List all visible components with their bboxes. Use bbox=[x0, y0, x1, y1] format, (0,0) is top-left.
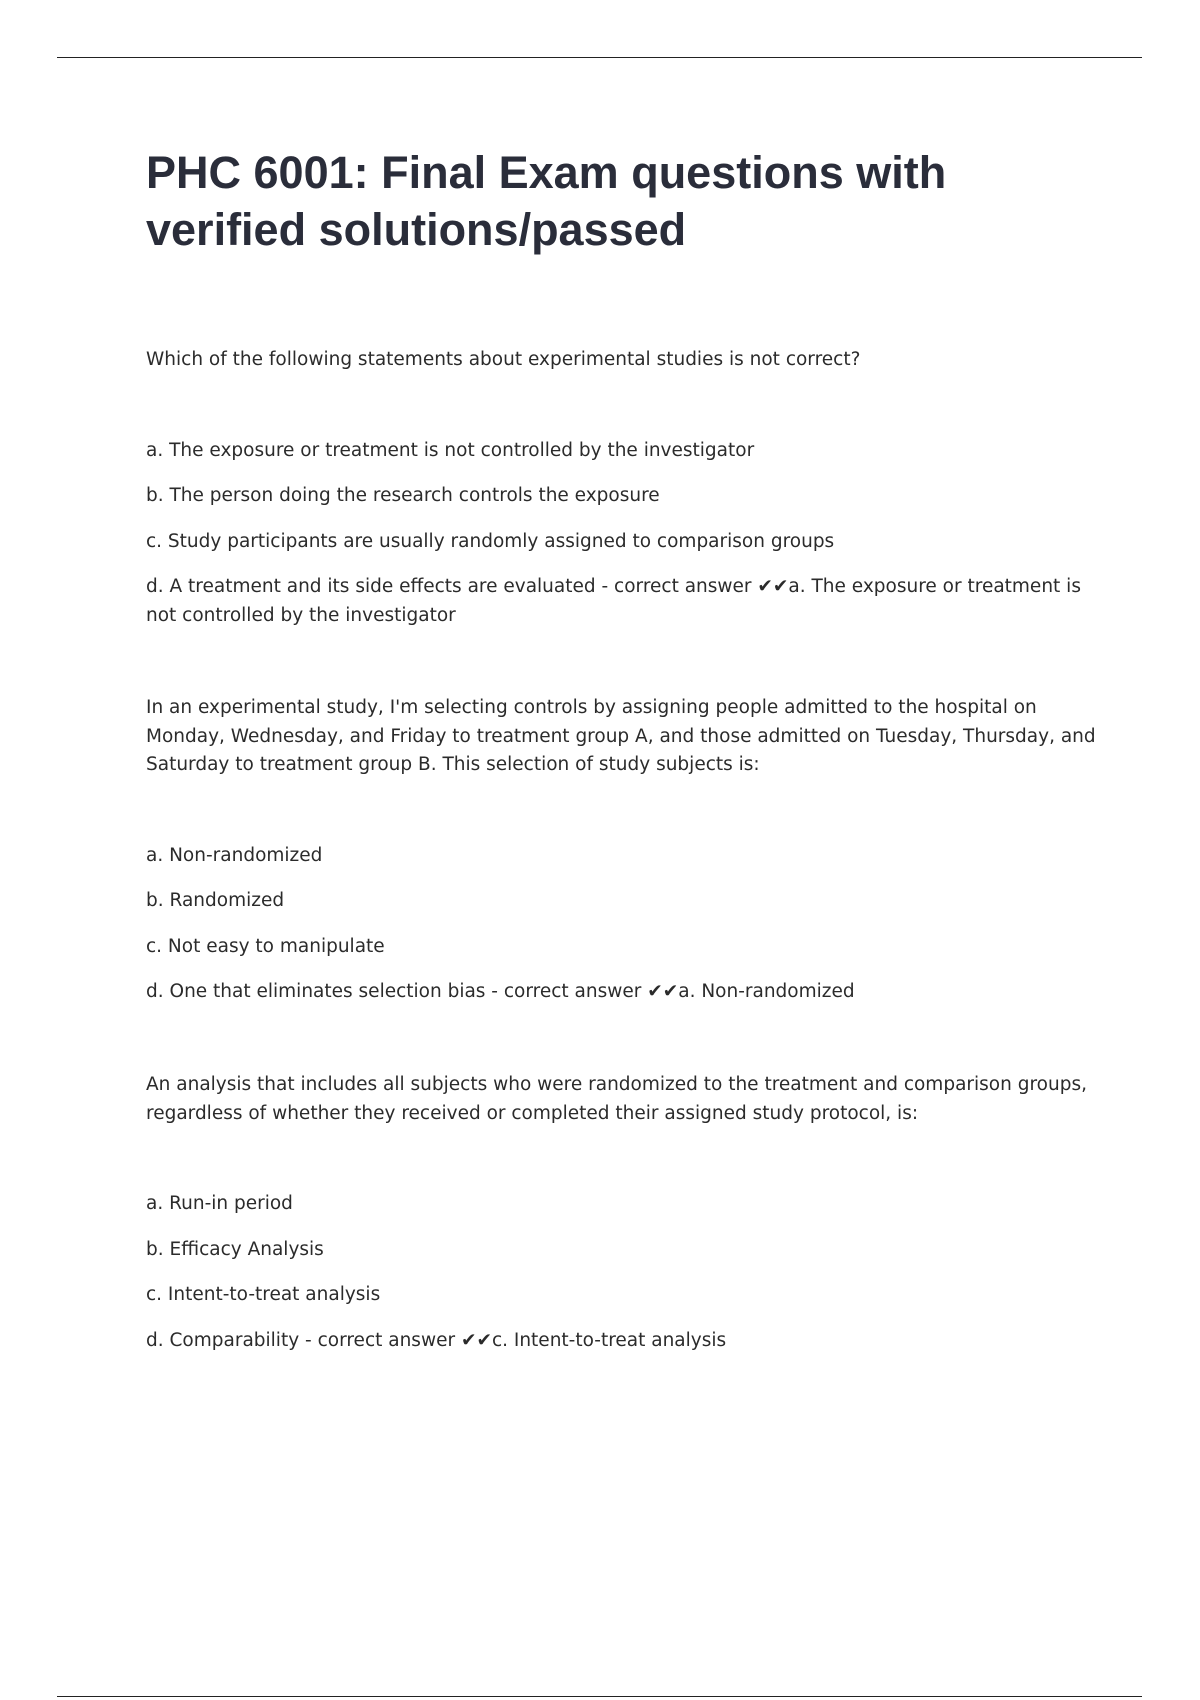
option-c: c. Intent-to-treat analysis bbox=[146, 1284, 381, 1305]
option-b: b. Efficacy Analysis bbox=[146, 1238, 324, 1260]
question-block-2 bbox=[146, 694, 1096, 1007]
bottom-divider bbox=[57, 1696, 1142, 1697]
top-divider bbox=[57, 57, 1142, 58]
option-d-with-answer: d. Comparability - correct answer ✔✔c. Intent-to-treat analysis bbox=[146, 1329, 727, 1351]
answer-options bbox=[146, 437, 1096, 631]
question-text: Which of the following statements about experimental studies is not correct? bbox=[146, 349, 861, 370]
answer-options bbox=[146, 1190, 1096, 1355]
option-a: a. Non-randomized bbox=[146, 844, 323, 866]
option-a: a. The exposure or treatment is not controlled by the investigator bbox=[146, 439, 755, 461]
option-d-with-answer: d. A treatment and its side effects are evaluated - correct answer ✔✔a. The exposure or treatment is not controlled by the investigator bbox=[146, 576, 1081, 626]
question-text: An analysis that includes all subjects who were randomized to the treatment and comparison groups, regardless of whether they received or completed their assigned study protocol, is: bbox=[146, 1074, 1087, 1124]
option-c: c. Not easy to manipulate bbox=[146, 935, 385, 957]
question-text: In an experimental study, I'm selecting controls by assigning people admitted to the hospital on Monday, Wednesday, and Friday to treatment group A, and those admitted on Tuesday, Thursday, and Saturday to treatment group B. This selection of study subjects is: bbox=[146, 697, 1096, 775]
option-c: c. Study participants are usually randomly assigned to comparison groups bbox=[146, 530, 835, 552]
question-block-1 bbox=[146, 346, 1096, 630]
question-block-3 bbox=[146, 1071, 1096, 1355]
page-title: PHC 6001: Final Exam questions with verified solutions/passed bbox=[146, 147, 947, 255]
option-b: b. Randomized bbox=[146, 890, 285, 911]
option-d-with-answer: d. One that eliminates selection bias - correct answer ✔✔a. Non-randomized bbox=[146, 981, 855, 1002]
option-b: b. The person doing the research controls the exposure bbox=[146, 485, 660, 506]
answer-options bbox=[146, 842, 1096, 1007]
option-a: a. Run-in period bbox=[146, 1193, 293, 1214]
